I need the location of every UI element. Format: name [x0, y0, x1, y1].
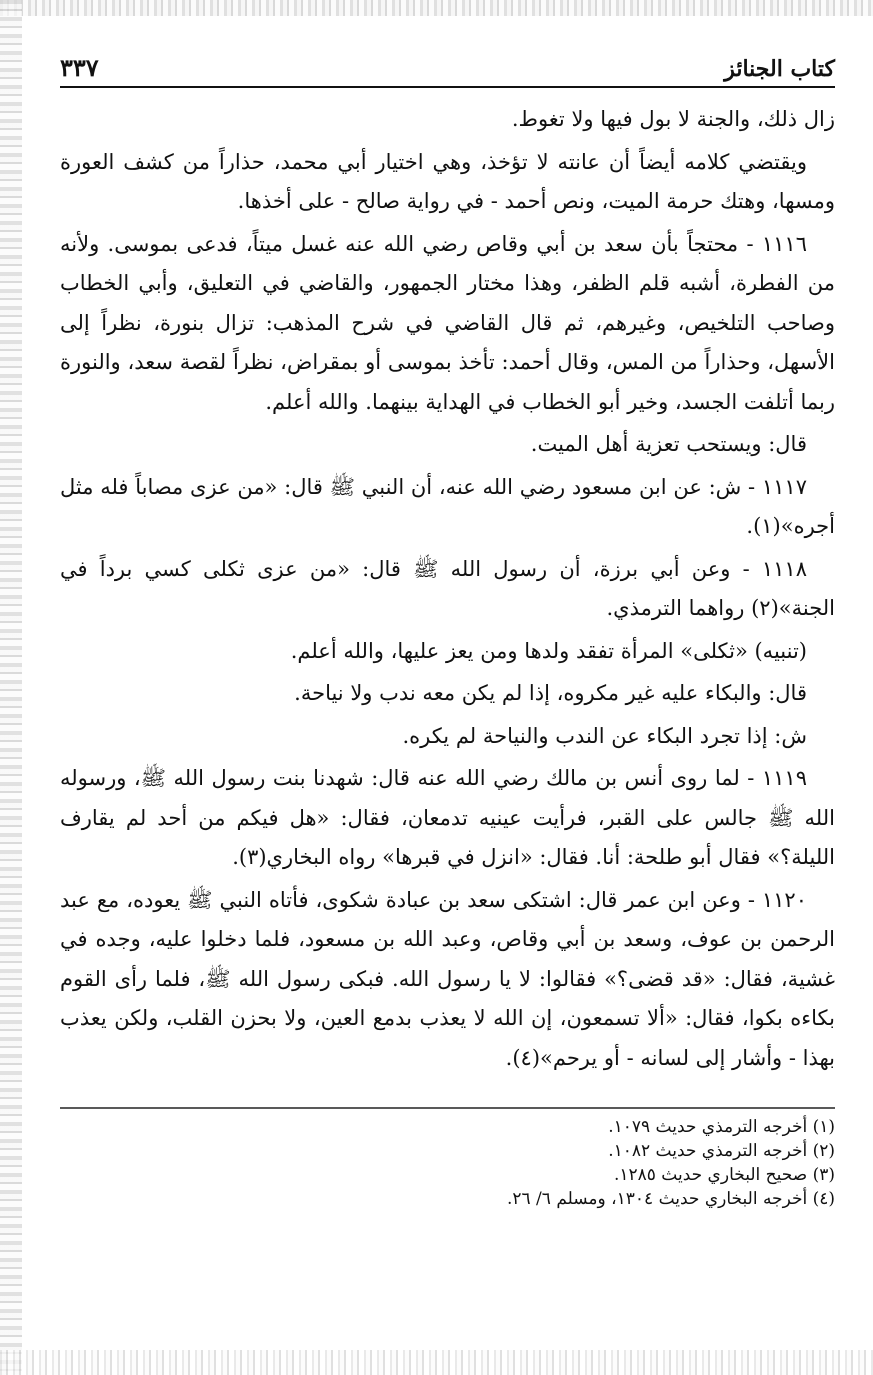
footnote: (١) أخرجه الترمذي حديث ١٠٧٩. — [608, 1117, 835, 1137]
footnote-separator — [60, 1105, 835, 1111]
paragraph-hadith-1119: ١١١٩ - لما روى أنس بن مالك رضي الله عنه قال: شهدنا بنت رسول الله ﷺ، ورسوله الله ﷺ جالس على القبر، فرأيت عينيه تدمعان، فقال: «هل فيكم من أحد لم يقارف الليلة؟» فقال أبو طلحة: أنا. فقال: «انزل في قبرها» رواه البخاري(٣). — [60, 766, 835, 869]
paragraph-hadith-1117: ١١١٧ - ش: عن ابن مسعود رضي الله عنه، أن النبي ﷺ قال: «من عزى مصاباً فله مثل أجره»(١). — [60, 474, 835, 538]
paragraph-note: (تنبيه) «ثكلى» المرأة تفقد ولدها ومن يعز عليها، والله أعلم. — [290, 638, 807, 663]
paragraph-commentary: ش: إذا تجرد البكاء عن الندب والنياحة لم يكره. — [402, 723, 807, 748]
paragraph-hadith-1120: ١١٢٠ - وعن ابن عمر قال: اشتكى سعد بن عبادة شكوى، فأتاه النبي ﷺ يعوده، مع عبد الرحمن بن عوف، وسعد بن أبي وقاص، وعبد الله بن مسعود، فلما دخلوا عليه، وجده في غشية، فقال: «قد قضى؟» فقالوا: لا يا رسول الله. فبكى رسول الله ﷺ، فلما رأى القوم بكاءه بكوا، فقال: «ألا تسمعون، إن الله لا يعذب بدمع العين، ولا بحزن القلب، ولكن يعذب بهذا - وأشار إلى لسانه - أو يرحم»(٤). — [60, 887, 835, 1070]
scan-edge-left — [0, 0, 22, 1375]
paragraph: ويقتضي كلامه أيضاً أن عانته لا تؤخذ، وهي اختيار أبي محمد، حذاراً من كشف العورة ومسها، وهتك حرمة الميت، ونص أحمد - في رواية صالح - على أخذها. — [60, 149, 835, 213]
paragraph-matn: قال: والبكاء عليه غير مكروه، إذا لم يكن معه ندب ولا نياحة. — [294, 681, 807, 705]
footnote: (٤) أخرجه البخاري حديث ١٣٠٤، ومسلم ٦/ ٢٦. — [506, 1189, 835, 1209]
chapter-title: كتاب الجنائز — [724, 56, 835, 82]
scan-edge-bottom — [0, 1350, 873, 1375]
book-page — [60, 30, 835, 1211]
footnote: (٣) صحيح البخاري حديث ١٢٨٥. — [613, 1165, 835, 1185]
footnotes — [60, 1096, 835, 1211]
paragraph-matn: قال: ويستحب تعزية أهل الميت. — [530, 432, 807, 456]
body-text — [60, 100, 835, 1078]
footnote: (٢) أخرجه الترمذي حديث ١٠٨٢. — [608, 1141, 835, 1161]
paragraph-hadith-1118: ١١١٨ - وعن أبي برزة، أن رسول الله ﷺ قال: «من عزى ثكلى كسي برداً في الجنة»(٢) رواهما الترمذي. — [60, 556, 835, 620]
paragraph-hadith-1116: ١١١٦ - محتجاً بأن سعد بن أبي وقاص رضي الله عنه غسل ميتاً، فدعى بموسى. ولأنه من الفطرة، أشبه قلم الظفر، وهذا مختار الجمهور، والقاضي في التعليق، وأبي الخطاب وصاحب التلخيص، وغيرهم، ثم قال القاضي في شرح المذهب: تزال بنورة، نظراً إلى الأسهل، وحذاراً من المس، وقال أحمد: تأخذ بموسى أو بمقراض، نظراً لقصة سعد، والنورة ربما أتلفت الجسد، وخير أبو الخطاب في الهداية بينهما. والله أعلم. — [60, 231, 835, 414]
paragraph-continuation: زال ذلك، والجنة لا بول فيها ولا تغوط. — [511, 107, 835, 131]
scan-edge-top — [0, 0, 873, 16]
page-number: ٣٣٧ — [60, 53, 99, 82]
running-head — [60, 30, 835, 88]
